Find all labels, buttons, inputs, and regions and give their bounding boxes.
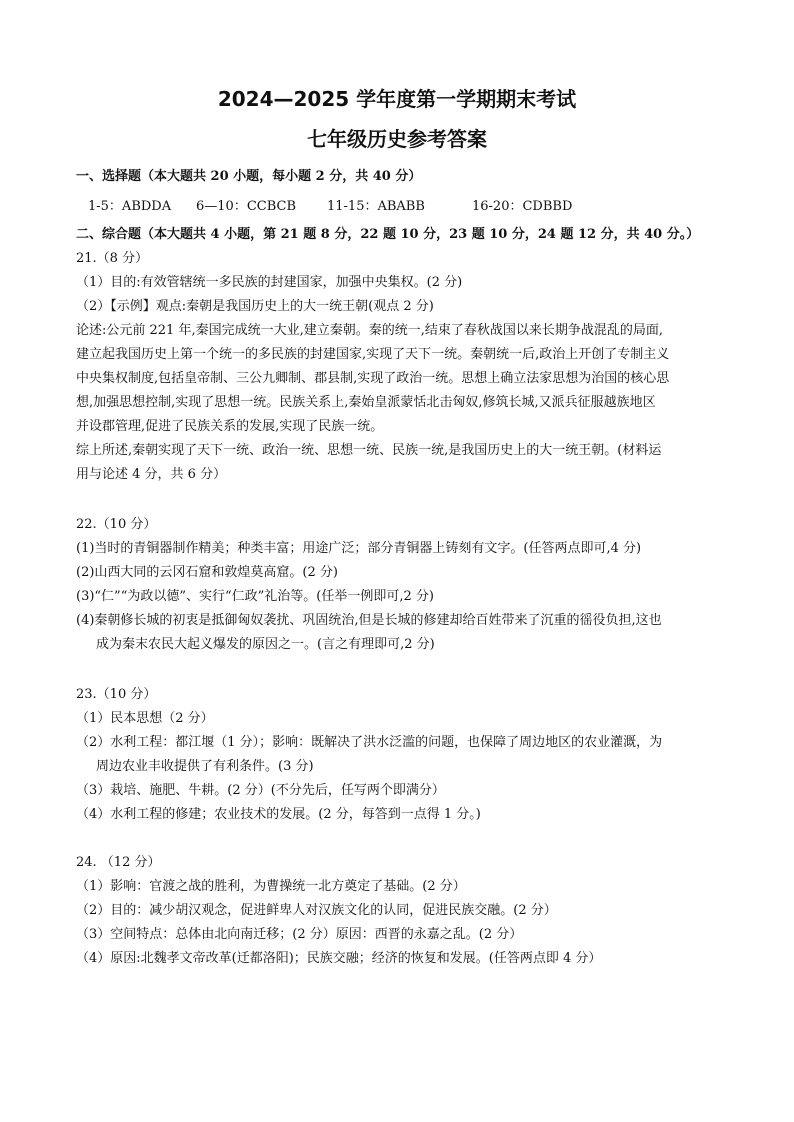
question-22-header: 22.（10 分） (76, 517, 157, 532)
question-23-header: 23.（10 分） (76, 687, 157, 702)
q23-line: 周边农业丰收提供了有利条件。(3 分) (96, 759, 314, 774)
q21-line: 并设郡管理,促进了民族关系的发展,实现了民族一统。 (76, 419, 384, 434)
section-heading-comprehensive: 二、综合题（本大题共 4 小题，第 21 题 8 分，22 题 10 分，23 题 10 分，24 题 12 分，共 40 分。） (76, 227, 700, 242)
q23-line: （4）水利工程的修建；农业技术的发展。(2 分，每答到一点得 1 分。) (76, 807, 481, 822)
q24-line: （4）原因:北魏孝文帝改革(迁都洛阳)；民族交融；经济的恢复和发展。(任答两点即 4 分） (76, 951, 602, 966)
q21-line: 综上所述,秦朝实现了天下一统、政治一统、思想一统、民族一统,是我国历史上的大一统王朝。(材料运 (76, 443, 662, 458)
q21-line: 中央集权制度,包括皇帝制、三公九卿制、郡县制,实现了政治一统。思想上确立法家思想为治国的核心思 (76, 371, 670, 386)
q22-line: 成为秦末农民大起义爆发的原因之一。(言之有理即可,2 分) (96, 637, 435, 652)
question-21-header: 21.（8 分） (76, 251, 149, 266)
q24-line: （1）影响：官渡之战的胜利，为曹操统一北方奠定了基础。(2 分） (76, 879, 466, 894)
q23-line: （1）民本思想（2 分） (76, 711, 214, 726)
q21-line: 建立起我国历史上第一个统一的多民族的封建国家,实现了天下一统。秦朝统一后,政治上开创了专制主义 (76, 347, 670, 362)
page-title: 2024—2025 学年度第一学期期末考试 (217, 87, 577, 111)
q23-line: （3）栽培、施肥、牛耕。(2 分）(不分先后，任写两个即满分） (76, 783, 445, 798)
q24-line: （3）空间特点：总体由北向南迁移；(2 分）原因：西晋的永嘉之乱。(2 分） (76, 927, 523, 942)
q22-line: (3)“仁”“为政以德”、实行“仁政”礼治等。(任举一例即可,2 分) (76, 589, 434, 604)
q21-line: （1）目的:有效管辖统一多民族的封建国家，加强中央集权。(2 分) (76, 275, 463, 290)
answer-group-3: 11-15：ABABB (327, 199, 425, 214)
q21-line: 想,加强思想控制,实现了思想一统。民族关系上,秦始皇派蒙恬北击匈奴,修筑长城,又派兵征服越族地区 (76, 395, 656, 410)
q21-line: （2）【示例】观点:秦朝是我国历史上的大一统王朝(观点 2 分) (76, 299, 434, 314)
q23-line: （2）水利工程：都江堰（1 分）；影响：既解决了洪水泛滥的问题，也保障了周边地区的农业灌溉，为 (76, 735, 663, 750)
q22-line: (1)当时的青铜器制作精美；种类丰富；用途广泛；部分青铜器上铸刻有文字。(任答两点即可,4 分) (76, 541, 642, 556)
page-subtitle: 七年级历史参考答案 (307, 127, 487, 151)
q22-line: (4)秦朝修长城的初衷是抵御匈奴袭扰、巩固统治,但是长城的修建却给百姓带来了沉重的徭役负担,这也 (76, 613, 662, 628)
answer-group-4: 16-20：CDBBD (472, 199, 573, 214)
q21-line: 论述:公元前 221 年,秦国完成统一大业,建立秦朝。秦的统一,结束了春秋战国以来长期争战混乱的局面, (76, 323, 663, 338)
question-24-header: 24. （12 分） (76, 855, 161, 870)
answer-group-2: 6—10：CCBCB (196, 199, 297, 214)
q21-line: 用与论述 4 分，共 6 分） (76, 467, 227, 482)
section-heading-choice: 一、选择题（本大题共 20 小题，每小题 2 分，共 40 分） (76, 169, 422, 184)
q22-line: (2)山西大同的云冈石窟和敦煌莫高窟。(2 分) (76, 565, 338, 580)
answer-group-1: 1-5：ABDDA (88, 199, 172, 214)
q24-line: （2）目的：减少胡汉观念，促进鲜卑人对汉族文化的认同，促进民族交融。(2 分） (76, 903, 557, 918)
